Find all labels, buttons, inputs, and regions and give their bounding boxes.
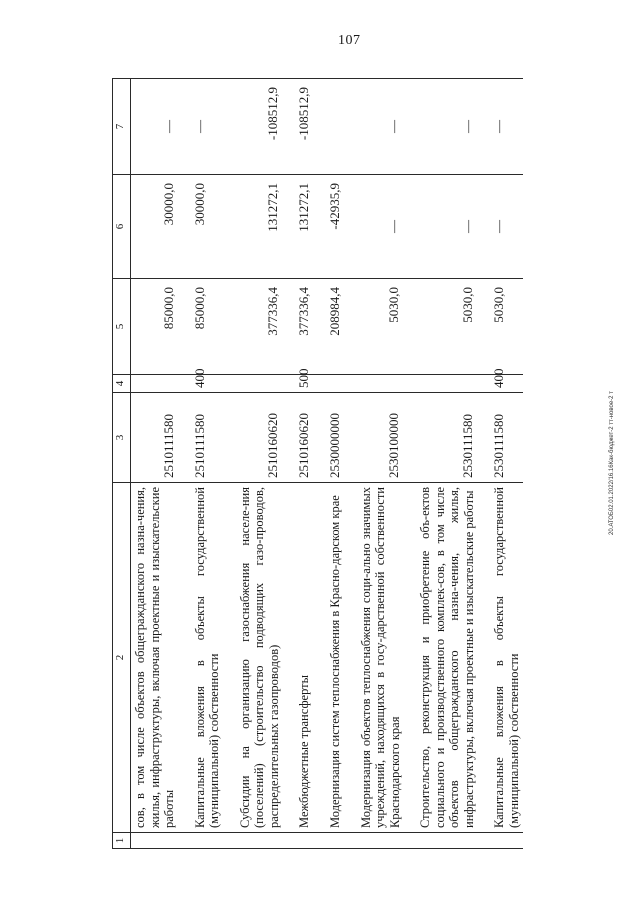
row-type: 400 bbox=[490, 375, 523, 393]
row-value-6: -42935,9 bbox=[326, 175, 345, 279]
row-value-7: — bbox=[191, 79, 224, 175]
col-header-7: 7 bbox=[113, 79, 131, 175]
side-note: 20.АТОБ02.01.2022/16.16Как-бюджет-2 тт-новое-2 т bbox=[609, 391, 615, 535]
col-header-4: 4 bbox=[113, 375, 131, 393]
row-marker bbox=[416, 833, 478, 849]
col-header-3: 3 bbox=[113, 393, 131, 483]
row-value-7: -108512,9 bbox=[295, 79, 314, 175]
row-value-5: 5030,0 bbox=[416, 279, 478, 375]
row-value-5: 5030,0 bbox=[490, 279, 523, 375]
row-name: Строительство, реконструкция и приобретение объ-ектов социального и производственного комплек-сов, в том числе объектов общегражданского назна-чения, жилья, инфраструктуры, включая проектные и изыскательские работы bbox=[416, 483, 478, 833]
row-value-6: — bbox=[490, 175, 523, 279]
row-value-5: 85000,0 bbox=[191, 279, 224, 375]
rotated-table-wrapper bbox=[112, 79, 590, 849]
row-value-6: — bbox=[416, 175, 478, 279]
row-value-5: 85000,0 bbox=[131, 279, 179, 375]
row-type bbox=[326, 375, 345, 393]
row-code: 2510111580 bbox=[191, 393, 224, 483]
row-value-6: 131272,1 bbox=[236, 175, 284, 279]
row-marker bbox=[357, 833, 405, 849]
row-type bbox=[357, 375, 405, 393]
row-code: 2530100000 bbox=[357, 393, 405, 483]
row-type: 500 bbox=[295, 375, 314, 393]
row-type: 400 bbox=[191, 375, 224, 393]
table-row bbox=[295, 79, 314, 849]
page-number: 107 bbox=[338, 33, 361, 48]
row-value-7: — bbox=[416, 79, 478, 175]
row-code: 2510160620 bbox=[236, 393, 284, 483]
table-header-row bbox=[113, 79, 131, 849]
row-value-7 bbox=[326, 79, 345, 175]
row-value-5: 208984,4 bbox=[326, 279, 345, 375]
table-row bbox=[357, 79, 405, 849]
table-row bbox=[236, 79, 284, 849]
row-value-5: 5030,0 bbox=[357, 279, 405, 375]
table-row bbox=[490, 79, 523, 849]
row-type bbox=[416, 375, 478, 393]
row-value-6: — bbox=[357, 175, 405, 279]
table-row bbox=[326, 79, 345, 849]
row-value-6: 30000,0 bbox=[191, 175, 224, 279]
row-value-6: 30000,0 bbox=[131, 175, 179, 279]
row-value-7: -108512,9 bbox=[236, 79, 284, 175]
row-type bbox=[131, 375, 179, 393]
row-code: 2530000000 bbox=[326, 393, 345, 483]
col-header-5: 5 bbox=[113, 279, 131, 375]
col-header-6: 6 bbox=[113, 175, 131, 279]
row-name: Модернизация систем теплоснабжения в Красно-дарском крае bbox=[326, 483, 345, 833]
row-name: Капитальные вложения в объекты государственной (муниципальной) собственности bbox=[490, 483, 523, 833]
row-name: Субсидии на организацию газоснабжения населе-ния (поселений) (строительство подводящих газо-проводов, распределительных газопроводов) bbox=[236, 483, 284, 833]
table-row bbox=[416, 79, 478, 849]
budget-table bbox=[112, 78, 523, 849]
row-name: Капитальные вложения в объекты государственной (муниципальной) собственности bbox=[191, 483, 224, 833]
row-value-6: 131272,1 bbox=[295, 175, 314, 279]
row-name: Модернизация объектов теплоснабжения соци-ально значимых учреждений, находящихся в госу-дарственной собственности Краснодарского края bbox=[357, 483, 405, 833]
row-value-5: 377336,4 bbox=[236, 279, 284, 375]
row-code: 2530111580 bbox=[490, 393, 523, 483]
row-code: 2530111580 bbox=[416, 393, 478, 483]
row-value-7: — bbox=[490, 79, 523, 175]
row-code: 2510111580 bbox=[131, 393, 179, 483]
row-marker bbox=[236, 833, 284, 849]
col-header-1: 1 bbox=[113, 833, 131, 849]
row-value-7: — bbox=[131, 79, 179, 175]
row-code: 2510160620 bbox=[295, 393, 314, 483]
row-marker bbox=[191, 833, 224, 849]
row-value-5: 377336,4 bbox=[295, 279, 314, 375]
table-row bbox=[131, 79, 179, 849]
row-name: сов, в том числе объектов общегражданского назна-чения, жилья, инфраструктуры, включая проектные и изыскательские работы bbox=[131, 483, 179, 833]
col-header-2: 2 bbox=[113, 483, 131, 833]
row-marker bbox=[295, 833, 314, 849]
row-marker bbox=[326, 833, 345, 849]
row-name: Межбюджетные трансферты bbox=[295, 483, 314, 833]
row-marker bbox=[131, 833, 179, 849]
row-value-7: — bbox=[357, 79, 405, 175]
row-marker bbox=[490, 833, 523, 849]
row-type bbox=[236, 375, 284, 393]
table-row bbox=[191, 79, 224, 849]
